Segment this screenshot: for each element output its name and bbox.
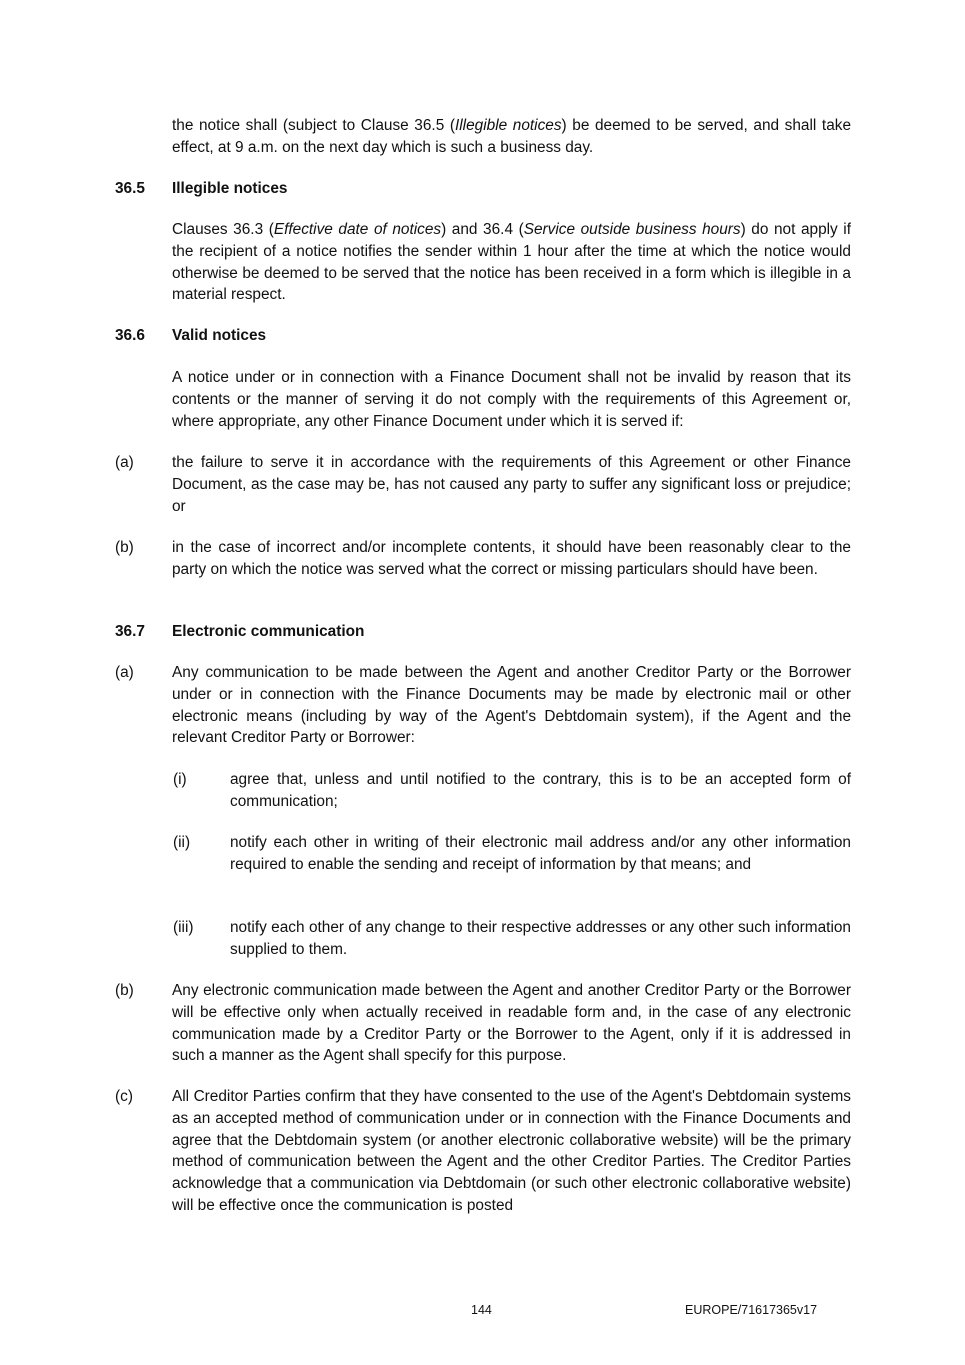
- intro-text-b: ) be deemed to be served, and shall take effect, at 9 a.m. on the next day which is such a business day.: [172, 117, 852, 156]
- s365-text-c: ) do not apply if the recipient of a notice notifies the sender within 1 hour after the time at which the notice would otherwise be deemed to be served that the notice has been received in a form which is illegible in a material respect.: [172, 221, 852, 304]
- s365-text-a: Clauses 36.3 (: [172, 221, 274, 238]
- sublist-item-text: notify each other in writing of their electronic mail address and/or any other information required to enable the sending and receipt of information by that means; and: [230, 834, 851, 873]
- section-36-5-paragraph: [172, 219, 851, 306]
- document-reference: EUROPE/71617365v17: [685, 1303, 818, 1317]
- section-36-7-title: Electronic communication: [172, 623, 365, 640]
- intro-italic-a: Illegible notices: [454, 117, 562, 134]
- section-36-5-title: Illegible notices: [172, 180, 288, 197]
- list-item-text: in the case of incorrect and/or incomplete contents, it should have been reasonably clear to the party on which the notice was served what the correct or missing particulars should have been.: [172, 539, 851, 578]
- sublist-item-text: notify each other of any change to their respective addresses or any other such information supplied to them.: [230, 919, 851, 958]
- list-item-label: (a): [115, 664, 134, 681]
- section-36-6-number: 36.6: [115, 327, 145, 344]
- list-item-text: Any electronic communication made between the Agent and another Creditor Party or the Borrower will be effective only when actually received in readable form and, in the case of any electronic communication made by a Creditor Party or the Borrower to the Agent, only if it is addressed in such a manner as the Agent shall specify for this purpose.: [172, 982, 851, 1065]
- page-number: 144: [471, 1303, 492, 1317]
- intro-text-a: the notice shall (subject to Clause 36.5 (: [172, 117, 455, 134]
- sublist-item-label: (iii): [173, 919, 194, 936]
- s365-text-b: ) and 36.4 (: [441, 221, 524, 238]
- sublist-item-label: (i): [173, 771, 187, 788]
- list-item-label: (b): [115, 982, 134, 999]
- s365-italic-a: Effective date of notices: [273, 221, 442, 238]
- list-item-text: All Creditor Parties confirm that they have consented to the use of the Agent's Debtdomain systems as an accepted method of communication under or in connection with the Finance Documents and agree that the Debtdomain system (or another electronic collaborative website) will be the primary method of communication between the Agent and the other Creditor Parties. The Creditor Parties acknowledge that a communication via Debtdomain (or such other electronic collaborative website) will be effective once the communication is posted: [172, 1088, 851, 1214]
- section-36-5-number: 36.5: [115, 180, 145, 197]
- section-36-7-number: 36.7: [115, 623, 145, 640]
- sublist-item-text: agree that, unless and until notified to the contrary, this is to be an accepted form of communication;: [230, 771, 851, 810]
- intro-paragraph: [172, 115, 851, 159]
- section-36-6-intro: A notice under or in connection with a Finance Document shall not be invalid by reason that its contents or the manner of serving it do not comply with the requirements of this Agreement or, where appropriate, any other Finance Document under which it is served if:: [172, 369, 851, 430]
- section-36-6-title: Valid notices: [172, 327, 267, 344]
- s365-italic-b: Service outside business hours: [523, 221, 741, 238]
- list-item-label: (c): [115, 1088, 133, 1105]
- list-item-text: Any communication to be made between the Agent and another Creditor Party or the Borrower under or in connection with the Finance Documents may be made by electronic mail or other electronic means (including by way of the Agent's Debtdomain system), if the Agent and the relevant Creditor Party or Borrower:: [172, 664, 851, 747]
- list-item-label: (b): [115, 539, 134, 556]
- sublist-item-label: (ii): [173, 834, 191, 851]
- list-item-text: the failure to serve it in accordance with the requirements of this Agreement or other Finance Document, as the case may be, has not caused any party to suffer any significant loss or prejudice; or: [172, 454, 851, 515]
- list-item-label: (a): [115, 454, 134, 471]
